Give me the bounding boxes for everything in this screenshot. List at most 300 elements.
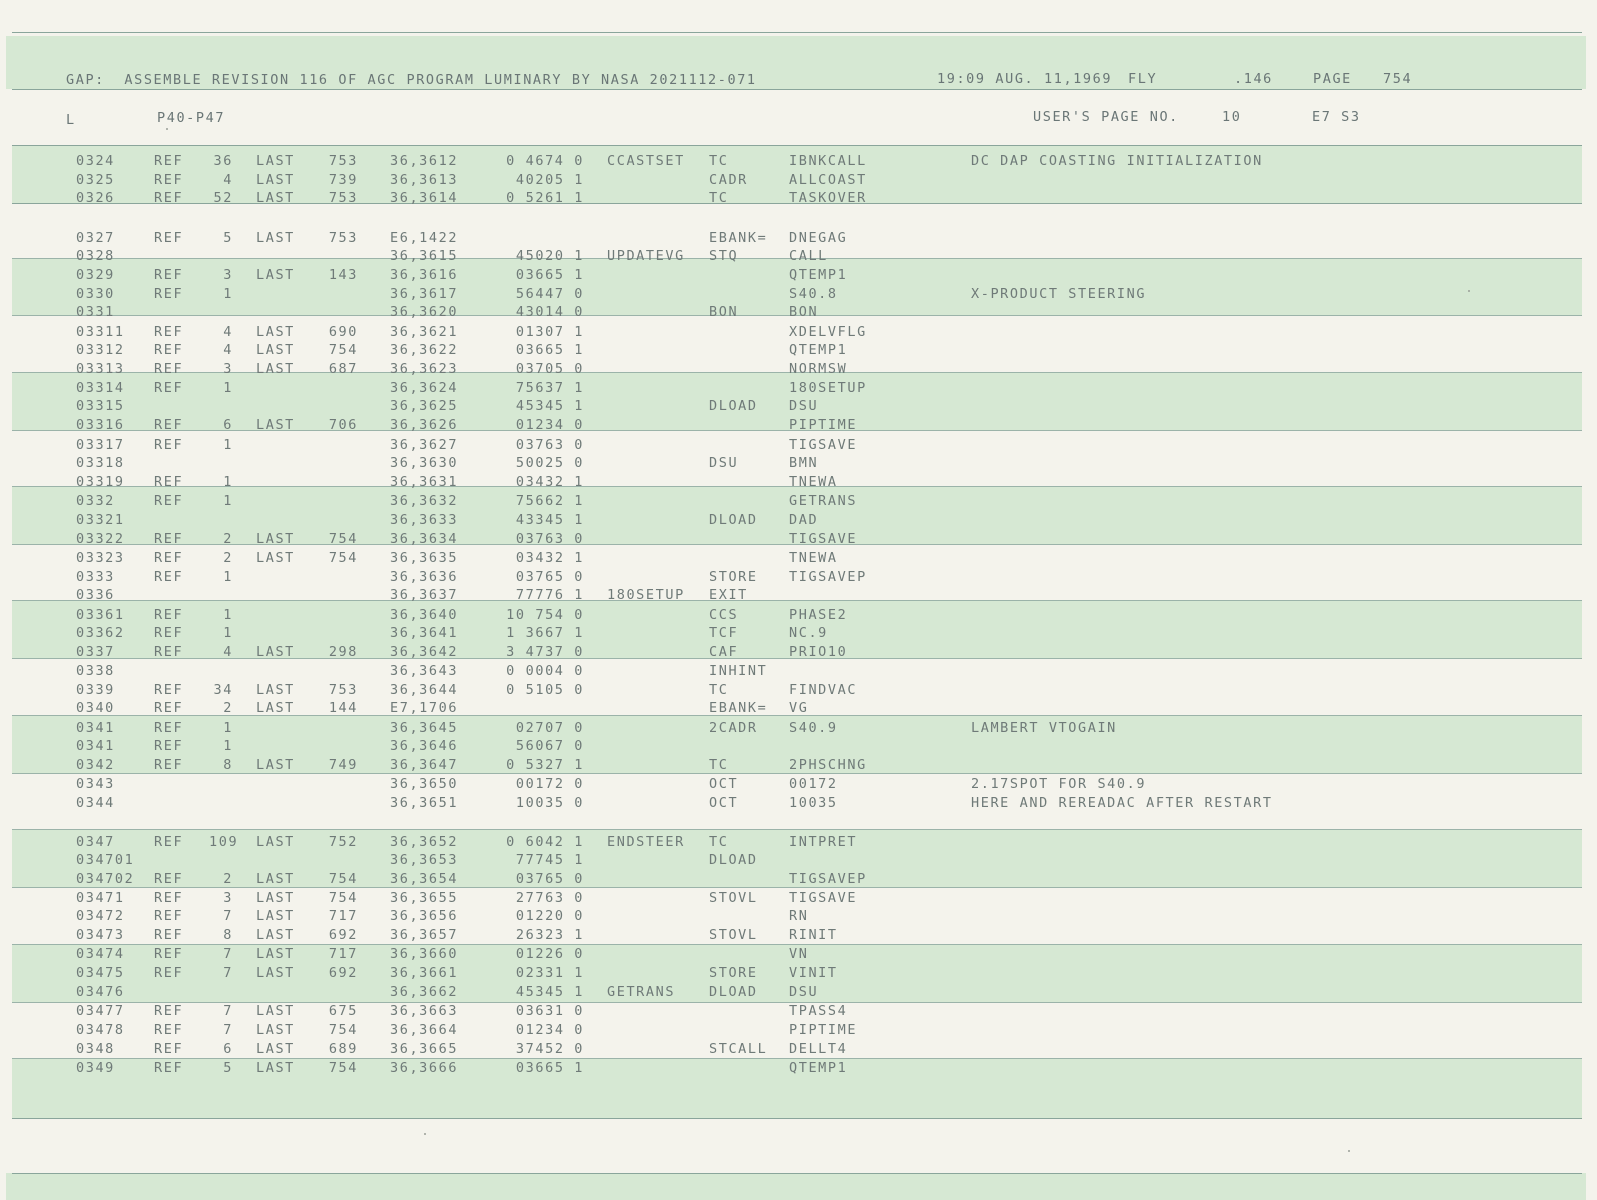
line-number: 03316 bbox=[76, 417, 125, 433]
address: 36,3612 bbox=[390, 153, 459, 169]
section-letter: L bbox=[66, 112, 76, 128]
line-number: 03475 bbox=[76, 965, 125, 981]
last-page: 692 bbox=[328, 965, 358, 981]
listing-row bbox=[0, 586, 1597, 605]
listing-row bbox=[0, 870, 1597, 889]
line-number: 03362 bbox=[76, 625, 125, 641]
ref-count: 1 bbox=[223, 437, 233, 453]
ref-count: 52 bbox=[213, 190, 233, 206]
octal-code: 03432 1 bbox=[515, 550, 584, 566]
octal-code: 75637 1 bbox=[515, 380, 584, 396]
octal-code: 02707 0 bbox=[515, 720, 584, 736]
comment: LAMBERT VTOGAIN bbox=[971, 720, 1117, 736]
address: 36,3622 bbox=[390, 342, 459, 358]
listing-row bbox=[0, 833, 1597, 852]
ref-count: 1 bbox=[223, 493, 233, 509]
line-number: 0324 bbox=[76, 153, 115, 169]
line-number: 03476 bbox=[76, 984, 125, 1000]
ref-label: REF bbox=[154, 417, 184, 433]
operand: TIGSAVE bbox=[789, 437, 858, 453]
ref-count: 4 bbox=[223, 324, 233, 340]
listing-row bbox=[0, 1002, 1597, 1021]
line-number: 03319 bbox=[76, 474, 125, 490]
operand: 00172 bbox=[789, 776, 838, 792]
page-number: 754 bbox=[1383, 71, 1413, 87]
last-page: 753 bbox=[328, 682, 358, 698]
operand: PIPTIME bbox=[789, 1022, 858, 1038]
rule bbox=[12, 1173, 1582, 1174]
octal-code: 03665 1 bbox=[515, 1060, 584, 1076]
opcode: DLOAD bbox=[709, 852, 758, 868]
octal-code: 0 6042 1 bbox=[506, 834, 584, 850]
listing-row bbox=[0, 266, 1597, 285]
address: 36,3621 bbox=[390, 324, 459, 340]
octal-code: 27763 0 bbox=[515, 890, 584, 906]
line-number: 0328 bbox=[76, 248, 115, 264]
octal-code: 0 5327 1 bbox=[506, 757, 584, 773]
last-page: 717 bbox=[328, 946, 358, 962]
last-label: LAST bbox=[256, 417, 295, 433]
octal-code: 0 4674 0 bbox=[506, 153, 584, 169]
last-label: LAST bbox=[256, 1022, 295, 1038]
operand: DNEGAG bbox=[789, 230, 848, 246]
listing-row bbox=[0, 756, 1597, 775]
address: 36,3635 bbox=[390, 550, 459, 566]
line-number: 03477 bbox=[76, 1003, 125, 1019]
line-number: 0336 bbox=[76, 587, 115, 603]
ref-count: 7 bbox=[223, 965, 233, 981]
listing-row bbox=[0, 964, 1597, 983]
operand: PHASE2 bbox=[789, 607, 848, 623]
symbol-label: ENDSTEER bbox=[607, 834, 685, 850]
ref-label: REF bbox=[154, 908, 184, 924]
listing-row bbox=[0, 189, 1597, 208]
address: 36,3656 bbox=[390, 908, 459, 924]
line-number: 03323 bbox=[76, 550, 125, 566]
ref-count: 2 bbox=[223, 871, 233, 887]
symbol-label: CCASTSET bbox=[607, 153, 685, 169]
last-label: LAST bbox=[256, 531, 295, 547]
opcode: OCT bbox=[709, 776, 739, 792]
octal-code: 03765 0 bbox=[515, 871, 584, 887]
comment: DC DAP COASTING INITIALIZATION bbox=[971, 153, 1263, 169]
comment: 2.17SPOT FOR S40.9 bbox=[971, 776, 1147, 792]
ref-label: REF bbox=[154, 190, 184, 206]
line-number: 03312 bbox=[76, 342, 125, 358]
operand: QTEMP1 bbox=[789, 1060, 848, 1076]
last-label: LAST bbox=[256, 1003, 295, 1019]
octal-code: 10035 0 bbox=[515, 795, 584, 811]
operand: RN bbox=[789, 908, 809, 924]
last-label: LAST bbox=[256, 324, 295, 340]
octal-code: 0 0004 0 bbox=[506, 663, 584, 679]
octal-code: 77776 1 bbox=[515, 587, 584, 603]
last-label: LAST bbox=[256, 361, 295, 377]
octal-code: 45345 1 bbox=[515, 984, 584, 1000]
line-number: 03321 bbox=[76, 512, 125, 528]
paper-speck bbox=[424, 1133, 426, 1135]
listing-row bbox=[0, 229, 1597, 248]
address: 36,3662 bbox=[390, 984, 459, 1000]
opcode: OCT bbox=[709, 795, 739, 811]
listing-row bbox=[0, 379, 1597, 398]
operand: ALLCOAST bbox=[789, 172, 867, 188]
ref-label: REF bbox=[154, 738, 184, 754]
address: 36,3616 bbox=[390, 267, 459, 283]
octal-code: 03631 0 bbox=[515, 1003, 584, 1019]
line-number: 0327 bbox=[76, 230, 115, 246]
octal-code: 1 3667 1 bbox=[506, 625, 584, 641]
operand: TIGSAVE bbox=[789, 531, 858, 547]
ref-count: 2 bbox=[223, 550, 233, 566]
last-page: 754 bbox=[328, 531, 358, 547]
opcode: DLOAD bbox=[709, 512, 758, 528]
octal-code: 75662 1 bbox=[515, 493, 584, 509]
operand: BON bbox=[789, 304, 819, 320]
address: 36,3653 bbox=[390, 852, 459, 868]
line-number: 0329 bbox=[76, 267, 115, 283]
line-number: 0342 bbox=[76, 757, 115, 773]
last-page: 754 bbox=[328, 871, 358, 887]
address: 36,3634 bbox=[390, 531, 459, 547]
operand: IBNKCALL bbox=[789, 153, 867, 169]
listing-row bbox=[0, 775, 1597, 794]
paper-speck bbox=[1468, 290, 1470, 292]
line-number: 0348 bbox=[76, 1041, 115, 1057]
operand: VG bbox=[789, 700, 809, 716]
address: 36,3614 bbox=[390, 190, 459, 206]
last-label: LAST bbox=[256, 757, 295, 773]
listing-row bbox=[0, 662, 1597, 681]
last-page: 752 bbox=[328, 834, 358, 850]
last-label: LAST bbox=[256, 927, 295, 943]
octal-code: 01307 1 bbox=[515, 324, 584, 340]
listing-row bbox=[0, 171, 1597, 190]
address: 36,3627 bbox=[390, 437, 459, 453]
address: 36,3645 bbox=[390, 720, 459, 736]
octal-code: 01234 0 bbox=[515, 417, 584, 433]
last-page: 692 bbox=[328, 927, 358, 943]
last-label: LAST bbox=[256, 890, 295, 906]
last-page: 754 bbox=[328, 342, 358, 358]
octal-code: 0 5261 1 bbox=[506, 190, 584, 206]
ref-label: REF bbox=[154, 1003, 184, 1019]
last-page: 689 bbox=[328, 1041, 358, 1057]
line-number: 03314 bbox=[76, 380, 125, 396]
ref-count: 7 bbox=[223, 1022, 233, 1038]
ref-label: REF bbox=[154, 1022, 184, 1038]
listing-row bbox=[0, 926, 1597, 945]
paper-speck bbox=[166, 128, 168, 130]
paper-speck bbox=[1348, 1150, 1350, 1152]
last-label: LAST bbox=[256, 965, 295, 981]
listing-row bbox=[0, 719, 1597, 738]
listing-row bbox=[0, 983, 1597, 1002]
octal-code: 03665 1 bbox=[515, 267, 584, 283]
octal-code: 56067 0 bbox=[515, 738, 584, 754]
octal-code: 03432 1 bbox=[515, 474, 584, 490]
symbol-label: UPDATEVG bbox=[607, 248, 685, 264]
octal-code: 10 754 0 bbox=[506, 607, 584, 623]
octal-code: 01226 0 bbox=[515, 946, 584, 962]
octal-code: 37452 0 bbox=[515, 1041, 584, 1057]
operand: TNEWA bbox=[789, 474, 838, 490]
address: 36,3654 bbox=[390, 871, 459, 887]
opcode: TCF bbox=[709, 625, 739, 641]
ref-label: REF bbox=[154, 172, 184, 188]
rule bbox=[12, 1118, 1582, 1119]
ref-label: REF bbox=[154, 324, 184, 340]
octal-code: 01220 0 bbox=[515, 908, 584, 924]
octal-code: 3 4737 0 bbox=[506, 644, 584, 660]
last-page: 754 bbox=[328, 1060, 358, 1076]
listing-row bbox=[0, 643, 1597, 662]
octal-code: 0 5105 0 bbox=[506, 682, 584, 698]
listing-row bbox=[0, 606, 1597, 625]
last-page: 754 bbox=[328, 890, 358, 906]
address: E6,1422 bbox=[390, 230, 459, 246]
opcode: CCS bbox=[709, 607, 739, 623]
opcode: TC bbox=[709, 757, 729, 773]
ref-label: REF bbox=[154, 437, 184, 453]
operand: VINIT bbox=[789, 965, 838, 981]
comment: HERE AND REREADAC AFTER RESTART bbox=[971, 795, 1273, 811]
ref-count: 7 bbox=[223, 908, 233, 924]
address: 36,3624 bbox=[390, 380, 459, 396]
ref-label: REF bbox=[154, 720, 184, 736]
listing-row bbox=[0, 737, 1597, 756]
listing-row bbox=[0, 624, 1597, 643]
operand: S40.8 bbox=[789, 286, 838, 302]
listing-row bbox=[0, 247, 1597, 266]
ref-count: 3 bbox=[223, 267, 233, 283]
users-page-label: USER'S PAGE NO. bbox=[1033, 109, 1179, 125]
last-page: 754 bbox=[328, 550, 358, 566]
line-number: 0326 bbox=[76, 190, 115, 206]
address: 36,3660 bbox=[390, 946, 459, 962]
address: 36,3650 bbox=[390, 776, 459, 792]
ref-count: 1 bbox=[223, 720, 233, 736]
last-label: LAST bbox=[256, 342, 295, 358]
last-label: LAST bbox=[256, 871, 295, 887]
operand: RINIT bbox=[789, 927, 838, 943]
listing-row bbox=[0, 152, 1597, 171]
last-label: LAST bbox=[256, 908, 295, 924]
octal-code: 45020 1 bbox=[515, 248, 584, 264]
octal-code: 03705 0 bbox=[515, 361, 584, 377]
line-number: 03315 bbox=[76, 398, 125, 414]
last-page: 717 bbox=[328, 908, 358, 924]
operand: DSU bbox=[789, 984, 819, 1000]
ref-count: 1 bbox=[223, 738, 233, 754]
line-number: 034701 bbox=[76, 852, 135, 868]
octal-code: 03763 0 bbox=[515, 437, 584, 453]
ref-label: REF bbox=[154, 927, 184, 943]
ref-label: REF bbox=[154, 153, 184, 169]
last-page: 687 bbox=[328, 361, 358, 377]
octal-code: 03665 1 bbox=[515, 342, 584, 358]
opcode: BON bbox=[709, 304, 739, 320]
rule bbox=[12, 89, 1582, 90]
operand: S40.9 bbox=[789, 720, 838, 736]
last-label: LAST bbox=[256, 700, 295, 716]
line-number: 0325 bbox=[76, 172, 115, 188]
octal-code: 03765 0 bbox=[515, 569, 584, 585]
line-number: 03478 bbox=[76, 1022, 125, 1038]
operand: NC.9 bbox=[789, 625, 828, 641]
ref-count: 7 bbox=[223, 1003, 233, 1019]
address: 36,3657 bbox=[390, 927, 459, 943]
section-name: P40-P47 bbox=[157, 110, 226, 126]
address: 36,3643 bbox=[390, 663, 459, 679]
listing-row bbox=[0, 945, 1597, 964]
opcode: STOVL bbox=[709, 890, 758, 906]
rule bbox=[12, 829, 1582, 830]
line-number: 0333 bbox=[76, 569, 115, 585]
octal-code: 45345 1 bbox=[515, 398, 584, 414]
ref-count: 8 bbox=[223, 757, 233, 773]
ref-count: 2 bbox=[223, 531, 233, 547]
last-page: 690 bbox=[328, 324, 358, 340]
ref-count: 5 bbox=[223, 230, 233, 246]
ref-count: 1 bbox=[223, 380, 233, 396]
line-number: 0331 bbox=[76, 304, 115, 320]
ref-label: REF bbox=[154, 965, 184, 981]
last-label: LAST bbox=[256, 172, 295, 188]
address: 36,3652 bbox=[390, 834, 459, 850]
fly-label: FLY bbox=[1128, 71, 1158, 87]
ref-label: REF bbox=[154, 607, 184, 623]
ref-count: 4 bbox=[223, 342, 233, 358]
page-label: PAGE bbox=[1313, 71, 1352, 87]
ref-label: REF bbox=[154, 493, 184, 509]
octal-code: 43014 0 bbox=[515, 304, 584, 320]
address: 36,3620 bbox=[390, 304, 459, 320]
address: 36,3644 bbox=[390, 682, 459, 698]
address: 36,3613 bbox=[390, 172, 459, 188]
octal-code: 03763 0 bbox=[515, 531, 584, 547]
users-page-number: 10 bbox=[1222, 109, 1242, 125]
last-label: LAST bbox=[256, 230, 295, 246]
listing-row bbox=[0, 681, 1597, 700]
octal-code: 50025 0 bbox=[515, 455, 584, 471]
octal-code: 02331 1 bbox=[515, 965, 584, 981]
octal-code: 43345 1 bbox=[515, 512, 584, 528]
listing-row bbox=[0, 511, 1597, 530]
listing-row bbox=[0, 794, 1597, 813]
ref-label: REF bbox=[154, 380, 184, 396]
operand: 2PHSCHNG bbox=[789, 757, 867, 773]
listing-row bbox=[0, 397, 1597, 416]
octal-code: 01234 0 bbox=[515, 1022, 584, 1038]
last-page: 753 bbox=[328, 190, 358, 206]
ref-count: 1 bbox=[223, 474, 233, 490]
operand: 10035 bbox=[789, 795, 838, 811]
address: 36,3663 bbox=[390, 1003, 459, 1019]
octal-code: 26323 1 bbox=[515, 927, 584, 943]
listing-row bbox=[0, 1040, 1597, 1059]
ref-count: 3 bbox=[223, 890, 233, 906]
line-number: 0347 bbox=[76, 834, 115, 850]
address: 36,3625 bbox=[390, 398, 459, 414]
ref-count: 1 bbox=[223, 569, 233, 585]
assembly-title: GAP: ASSEMBLE REVISION 116 OF AGC PROGRAM LUMINARY BY NASA 2021112-071 bbox=[66, 72, 757, 88]
line-number: 03361 bbox=[76, 607, 125, 623]
listing-row bbox=[0, 1059, 1597, 1078]
ref-label: REF bbox=[154, 230, 184, 246]
operand: TNEWA bbox=[789, 550, 838, 566]
last-page: 706 bbox=[328, 417, 358, 433]
operand: PRIO10 bbox=[789, 644, 848, 660]
opcode: STORE bbox=[709, 965, 758, 981]
last-page: 298 bbox=[328, 644, 358, 660]
ref-count: 1 bbox=[223, 625, 233, 641]
listing-row bbox=[0, 699, 1597, 718]
operand: DELLT4 bbox=[789, 1041, 848, 1057]
opcode: EBANK= bbox=[709, 700, 768, 716]
ref-label: REF bbox=[154, 267, 184, 283]
address: E7,1706 bbox=[390, 700, 459, 716]
operand: CALL bbox=[789, 248, 828, 264]
opcode: CAF bbox=[709, 644, 739, 660]
ref-count: 4 bbox=[223, 172, 233, 188]
line-number: 0338 bbox=[76, 663, 115, 679]
address: 36,3633 bbox=[390, 512, 459, 528]
ref-label: REF bbox=[154, 361, 184, 377]
line-number: 0349 bbox=[76, 1060, 115, 1076]
operand: NORMSW bbox=[789, 361, 848, 377]
address: 36,3651 bbox=[390, 795, 459, 811]
address: 36,3641 bbox=[390, 625, 459, 641]
address: 36,3623 bbox=[390, 361, 459, 377]
operand: QTEMP1 bbox=[789, 342, 848, 358]
listing-row bbox=[0, 1021, 1597, 1040]
last-page: 749 bbox=[328, 757, 358, 773]
octal-code: 56447 0 bbox=[515, 286, 584, 302]
operand: 180SETUP bbox=[789, 380, 867, 396]
last-page: 753 bbox=[328, 230, 358, 246]
ref-count: 6 bbox=[223, 1041, 233, 1057]
listing-row bbox=[0, 568, 1597, 587]
fly-value: .146 bbox=[1234, 71, 1273, 87]
line-number: 034702 bbox=[76, 871, 135, 887]
last-label: LAST bbox=[256, 834, 295, 850]
opcode: TC bbox=[709, 682, 729, 698]
symbol-label: GETRANS bbox=[607, 984, 676, 1000]
listing-row bbox=[0, 416, 1597, 435]
opcode: STOVL bbox=[709, 927, 758, 943]
address: 36,3640 bbox=[390, 607, 459, 623]
operand: TIGSAVEP bbox=[789, 871, 867, 887]
ref-label: REF bbox=[154, 834, 184, 850]
operand: TPASS4 bbox=[789, 1003, 848, 1019]
address: 36,3642 bbox=[390, 644, 459, 660]
listing-row bbox=[0, 530, 1597, 549]
ref-label: REF bbox=[154, 757, 184, 773]
opcode: DLOAD bbox=[709, 984, 758, 1000]
listing-row bbox=[0, 303, 1597, 322]
opcode: DLOAD bbox=[709, 398, 758, 414]
ref-count: 34 bbox=[213, 682, 233, 698]
opcode: STCALL bbox=[709, 1041, 768, 1057]
ref-count: 8 bbox=[223, 927, 233, 943]
operand: GETRANS bbox=[789, 493, 858, 509]
operand: TASKOVER bbox=[789, 190, 867, 206]
address: 36,3655 bbox=[390, 890, 459, 906]
line-number: 0343 bbox=[76, 776, 115, 792]
address: 36,3632 bbox=[390, 493, 459, 509]
opcode: EXIT bbox=[709, 587, 748, 603]
